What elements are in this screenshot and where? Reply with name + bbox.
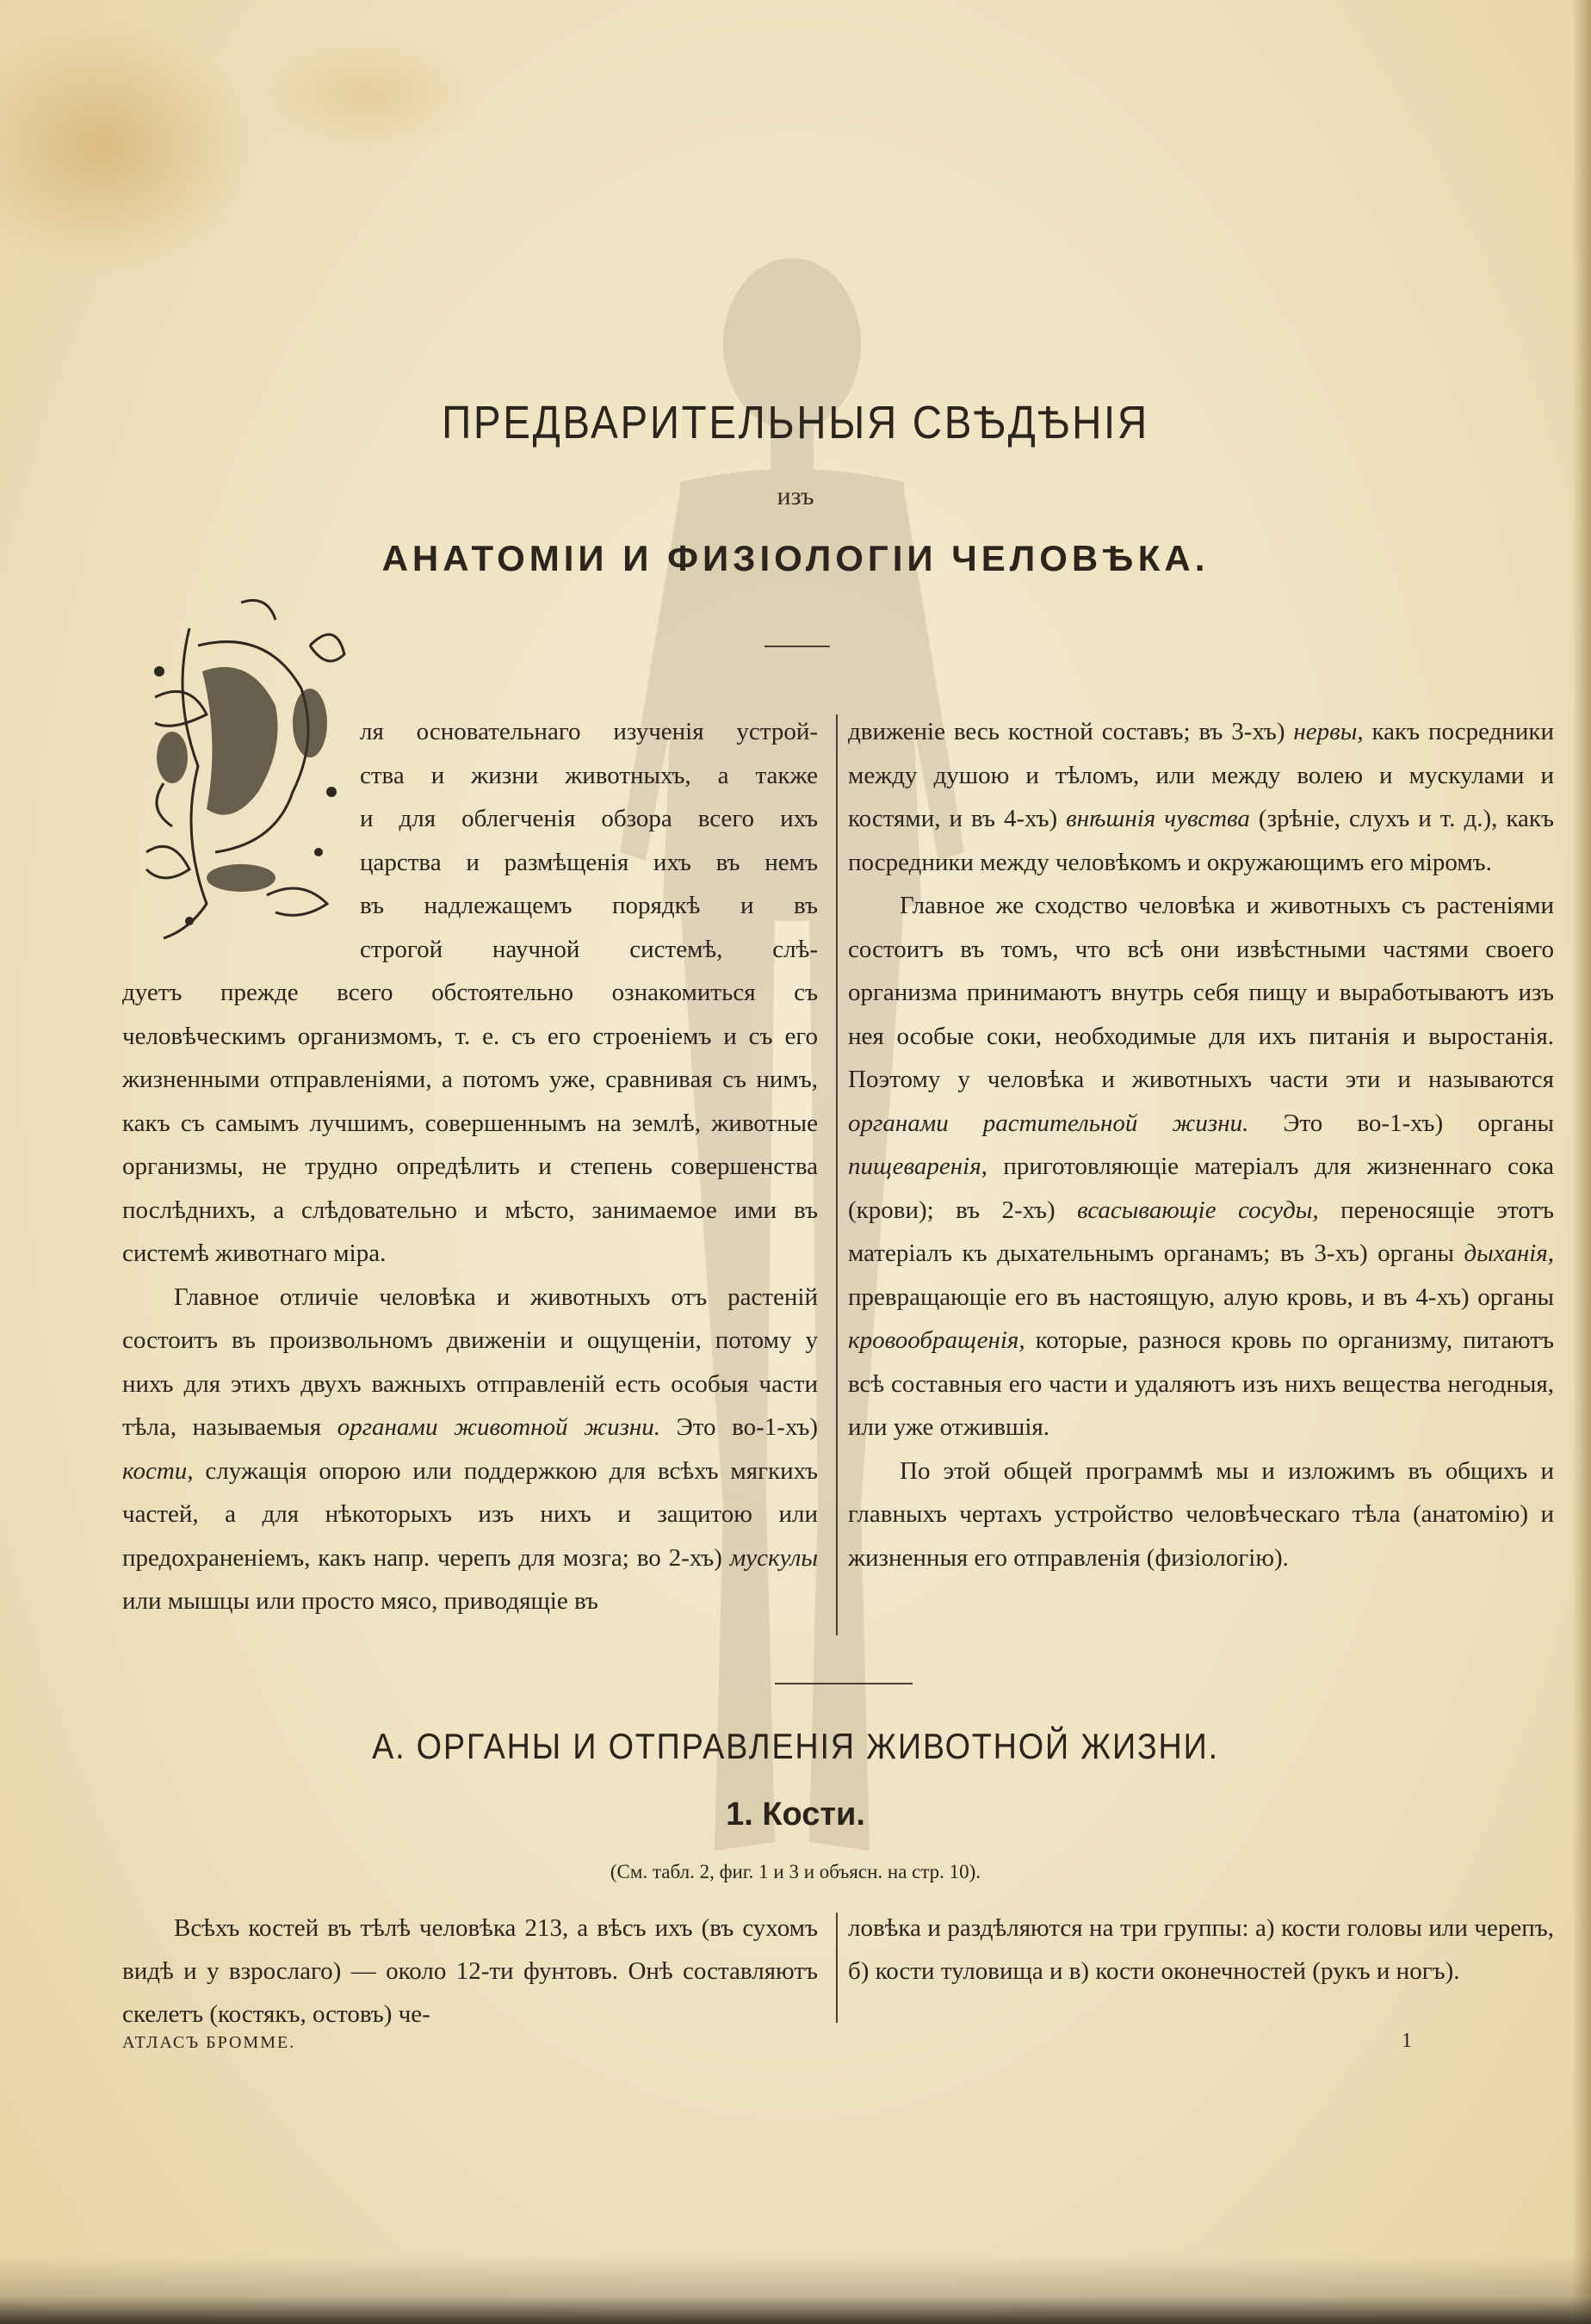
text-line: и для облегченія обзора всего ихъ xyxy=(360,805,818,832)
paragraph: ловѣка и раздѣляются на три группы: а) кости головы или черепъ, б) кости туловища и в) кости оконечностей (рукъ и ногъ). xyxy=(848,1914,1554,1985)
text-line: царства и размѣщенія ихъ въ немъ xyxy=(360,848,818,876)
figure-reference: (См. табл. 2, фиг. 1 и 3 и объясн. на стр. 10). xyxy=(610,1861,981,1882)
paper-stain xyxy=(258,34,482,155)
paragraph: движеніе весь костной составъ; въ 3-хъ) нервы, какъ посредники между душою и тѣломъ, или между волею и мускулами и костями, и въ 4-хъ) внѣшнія чувства (зрѣніе, слухъ и т. д.), какъ посредники между человѣкомъ и окружающимъ его міромъ. xyxy=(848,718,1555,876)
paragraph: Главное же сходство человѣка и животныхъ съ растеніями состоитъ въ томъ, что всѣ они извѣстными частями своего организма принимаютъ внутрь себя пищу и выработываютъ изъ нея особые соки, необходимые для ихъ питанія и выростанія. Поэтому у человѣка и животныхъ части эти и называются органами растительной жизни. Это во-1-хъ) органы пищеваренія, приготовляющіе матеріалъ для жизненнаго сока (крови); въ 2-хъ) всасывающіе сосуды, переносящіе этотъ матеріалъ къ дыхательнымъ органамъ; въ 3-хъ) органы дыханія, превращающіе его въ настоящую, алую кровь, и въ 4-хъ) органы кровообращенія, которые, разнося кровь по организму, питаютъ всѣ составныя его части и удаляютъ изъ нихъ вещества негодныя, или уже отжившія. xyxy=(848,892,1555,1441)
section-rule xyxy=(775,1683,913,1684)
paragraph: Всѣхъ костей въ тѣлѣ человѣка 213, а вѣсъ ихъ (въ сухомъ видѣ и у взрослаго) — около 12-ти фунтовъ. Онѣ составляютъ скелетъ (костякъ, остовъ) че- xyxy=(122,1914,818,2028)
bottom-left-column xyxy=(122,1907,818,2036)
bottom-right-column xyxy=(848,1907,1554,1993)
ornamental-letter-d-icon xyxy=(138,594,353,951)
section-heading: А. ОРГАНЫ И ОТПРАВЛЕНІЯ ЖИВОТНОЙ ЖИЗНИ. xyxy=(372,1726,1219,1766)
emphasis-term: мускулы xyxy=(729,1543,818,1572)
page-number: 1 xyxy=(1402,2030,1412,2052)
emphasis-term: кости, xyxy=(122,1456,194,1485)
subsection-heading: 1. Кости. xyxy=(726,1796,865,1833)
page-edge xyxy=(0,2255,1591,2324)
emphasis-term: пищеваренія, xyxy=(848,1153,987,1180)
column-divider xyxy=(836,714,838,1635)
page-subtitle: АНАТОМІИ И ФИЗІОЛОГІИ ЧЕЛОВѢКА. xyxy=(381,538,1210,578)
text-line: въ надлежащемъ порядкѣ и въ xyxy=(360,892,818,919)
page-title: ПРЕДВАРИТЕЛЬНЫЯ СВѢДѢНІЯ xyxy=(442,397,1149,448)
left-column-opening xyxy=(360,710,818,971)
text-line: ля основательнаго изученія устрой- xyxy=(360,718,818,745)
right-column-body xyxy=(848,710,1554,1579)
page-edge xyxy=(1572,0,1591,2324)
emphasis-term: нервы, xyxy=(1293,718,1364,745)
text-line: строгой научной системѣ, слѣ- xyxy=(360,935,818,963)
paper-stain xyxy=(0,17,258,275)
text-line: ства и жизни животныхъ, а также xyxy=(360,761,818,789)
paragraph: По этой общей программѣ мы и изложимъ въ общихъ и главныхъ чертахъ устройство человѣческаго тѣла (анатомію) и жизненныя его отправленія (физіологію). xyxy=(848,1456,1554,1572)
paragraph: Главное отличіе человѣка и животныхъ отъ растеній состоитъ въ произвольномъ движеніи и ощущеніи, потому у нихъ для этихъ двухъ важныхъ отправленій есть особыя части тѣла, называемыя органами животной жизни. Это во-1-хъ) кости, служащія опорою или поддержкою для всѣхъ мягкихъ частей, а для нѣкоторыхъ изъ нихъ и защитою или предохраненіемъ, какъ напр. черепъ для мозга; во 2-хъ) мускулы или мышцы или просто мясо, приводящіе въ xyxy=(122,1283,818,1615)
left-column-body xyxy=(122,971,818,1623)
emphasis-term: дыханія, xyxy=(1464,1239,1554,1267)
emphasis-term: всасывающіе сосуды, xyxy=(1077,1196,1319,1224)
column-divider xyxy=(836,1913,838,2023)
publisher-signature: АТЛАСЪ БРОММЕ. xyxy=(122,2033,296,2052)
paragraph: дуетъ прежде всего обстоятельно ознакомиться съ человѣческимъ организмомъ, т. е. съ его строеніемъ и съ его жизненными отправленіями, а потомъ уже, сравнивая съ нимъ, какъ съ самымъ лучшимъ, совершеннымъ на землѣ, животные организмы, не трудно опредѣлить и степень совершенства послѣднихъ, а слѣдовательно и мѣсто, занимаемое ими въ системѣ животнаго міра. xyxy=(122,979,818,1267)
title-connector: изъ xyxy=(777,482,814,510)
emphasis-term: внѣшнія чувства xyxy=(1066,805,1250,832)
emphasis-term: органами растительной жизни. xyxy=(848,1109,1249,1137)
emphasis-term: кровообращенія, xyxy=(848,1326,1025,1354)
title-rule xyxy=(765,646,830,647)
emphasis-term: органами животной жизни. xyxy=(337,1413,661,1441)
